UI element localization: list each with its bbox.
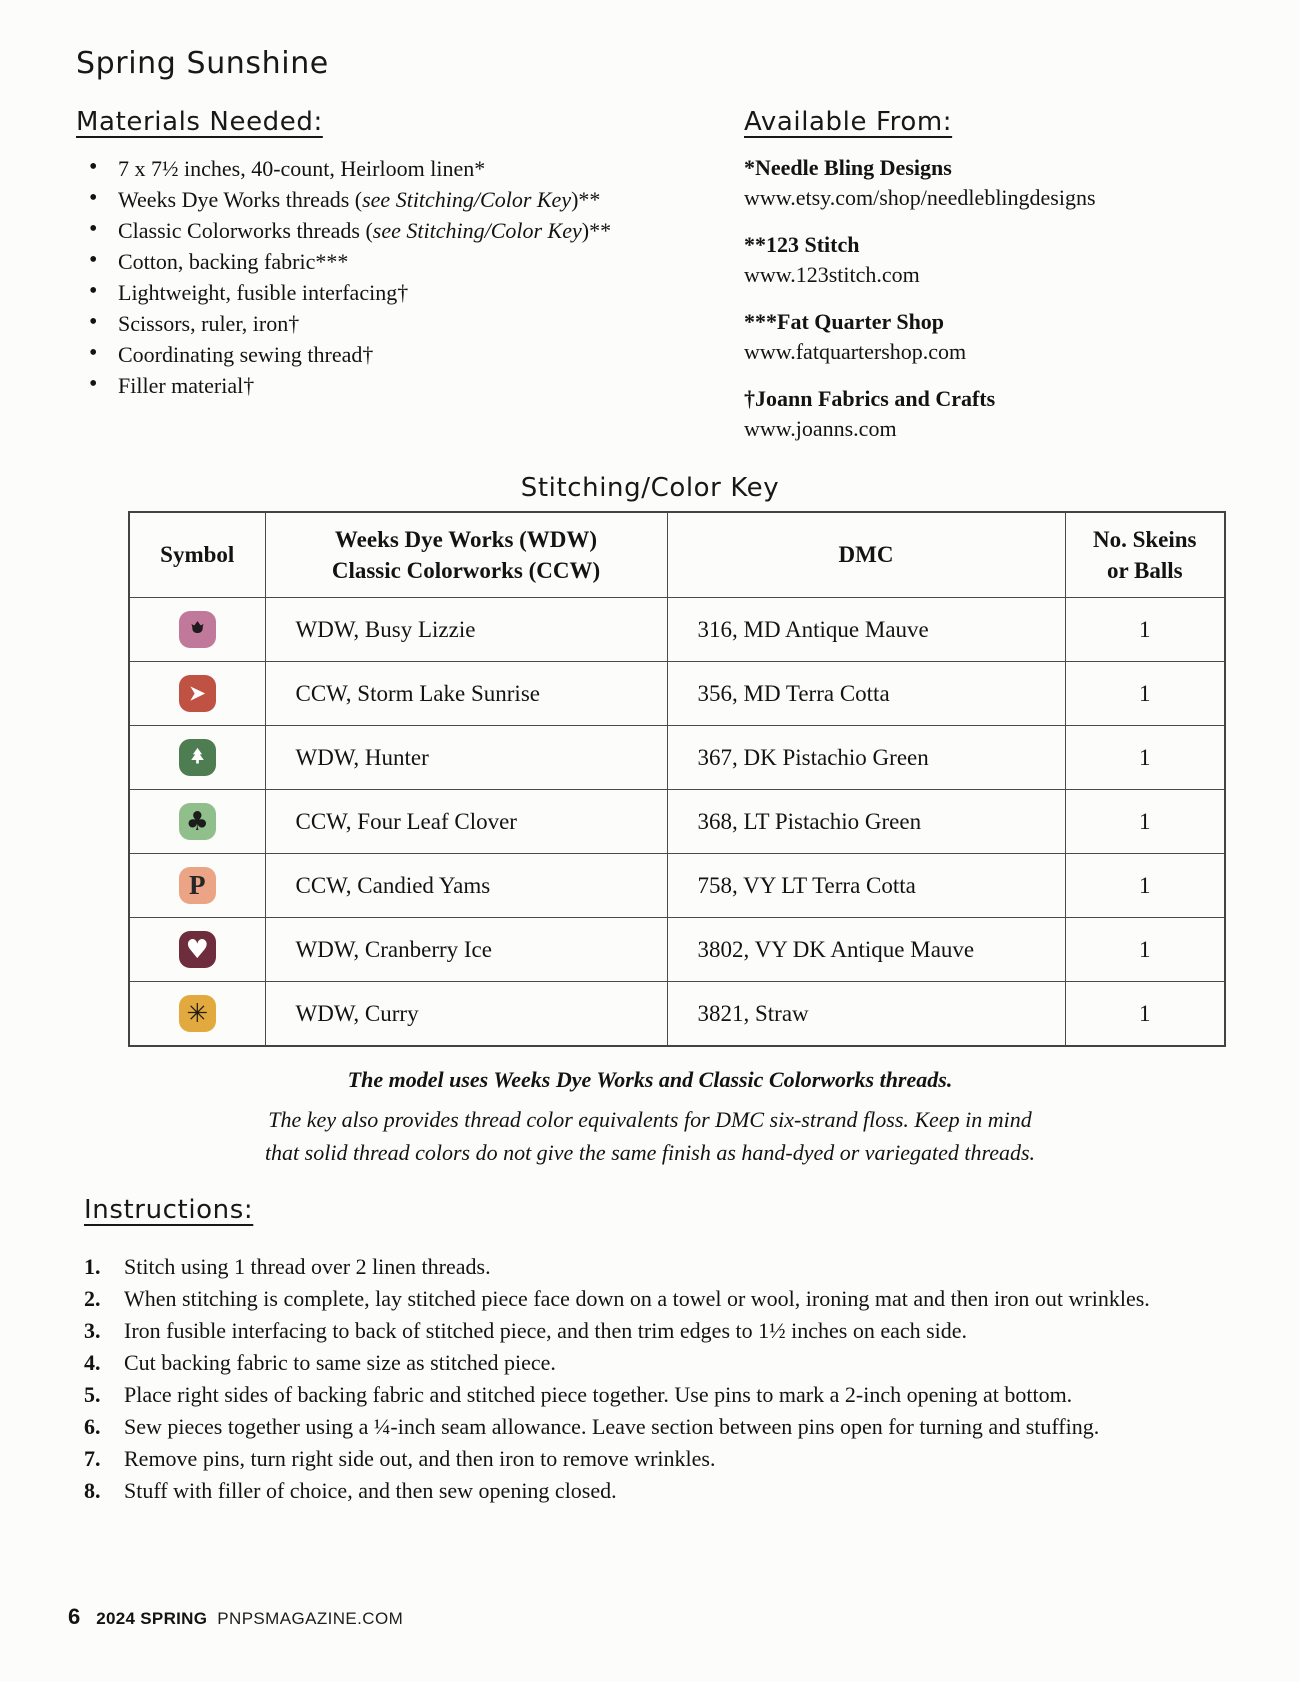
instruction-step xyxy=(84,1315,1239,1347)
skein-count: 1 xyxy=(1065,662,1225,726)
thread-name: WDW, Busy Lizzie xyxy=(265,598,667,662)
skein-count: 1 xyxy=(1065,726,1225,790)
instructions-list xyxy=(84,1251,1239,1507)
column-header-skeins: No. Skeins or Balls xyxy=(1065,512,1225,598)
materials-list xyxy=(76,153,744,401)
thread-name: WDW, Hunter xyxy=(265,726,667,790)
instruction-step xyxy=(84,1283,1239,1315)
material-item: • Scissors, ruler, iron† xyxy=(76,308,744,339)
thread-name: WDW, Cranberry Ice xyxy=(265,918,667,982)
material-item: • Classic Colorworks threads (see Stitching/Color Key)** xyxy=(76,215,744,246)
step-number: 7. xyxy=(84,1446,101,1471)
instruction-step xyxy=(84,1347,1239,1379)
skein-count: 1 xyxy=(1065,790,1225,854)
color-key-row xyxy=(129,982,1225,1047)
shop-url: www.123stitch.com xyxy=(744,262,920,287)
step-text: Remove pins, turn right side out, and then iron to remove wrinkles. xyxy=(124,1446,716,1471)
available-list xyxy=(744,153,1264,444)
instructions-heading: Instructions: xyxy=(84,1195,254,1225)
issue-label: 2024 SPRING xyxy=(96,1609,208,1628)
available-section xyxy=(744,107,1264,461)
dmc-note-line2: that solid thread colors do not give the same finish as hand-dyed or variegated threads. xyxy=(264,1140,1036,1165)
material-item: • Lightweight, fusible interfacing† xyxy=(76,277,744,308)
thread-name: CCW, Four Leaf Clover xyxy=(265,790,667,854)
available-heading: Available From: xyxy=(744,107,953,137)
thread-name: CCW, Candied Yams xyxy=(265,854,667,918)
skein-count: 1 xyxy=(1065,982,1225,1047)
page-footer xyxy=(68,1604,403,1630)
color-key-row xyxy=(129,662,1225,726)
instruction-step xyxy=(84,1443,1239,1475)
step-text: When stitching is complete, lay stitched piece face down on a towel or wool, ironing mat and then iron out wrinkles. xyxy=(124,1286,1150,1311)
step-number: 3. xyxy=(84,1318,101,1343)
material-item: • 7 x 7½ inches, 40-count, Heirloom linen* xyxy=(76,153,744,184)
thread-name: CCW, Storm Lake Sunrise xyxy=(265,662,667,726)
color-key-row xyxy=(129,726,1225,790)
model-note: The model uses Weeks Dye Works and Classic Colorworks threads. xyxy=(347,1067,953,1092)
pine-tree-icon xyxy=(179,739,216,776)
shop-url: www.joanns.com xyxy=(744,416,897,441)
skein-count: 1 xyxy=(1065,918,1225,982)
shop-entry xyxy=(744,307,1264,367)
send-arrow-icon xyxy=(179,675,216,712)
step-text: Place right sides of backing fabric and stitched piece together. Use pins to mark a 2-inch opening at bottom. xyxy=(124,1382,1073,1407)
skein-count: 1 xyxy=(1065,598,1225,662)
column-header-symbol: Symbol xyxy=(129,512,265,598)
color-key-heading: Stitching/Color Key xyxy=(520,473,780,503)
step-number: 4. xyxy=(84,1350,101,1375)
color-key-row xyxy=(129,854,1225,918)
shop-url: www.etsy.com/shop/needleblingdesigns xyxy=(744,185,1096,210)
column-header-dmc: DMC xyxy=(667,512,1065,598)
step-number: 8. xyxy=(84,1478,101,1503)
dmc-name: 3821, Straw xyxy=(667,982,1065,1047)
step-number: 6. xyxy=(84,1414,101,1439)
step-text: Iron fusible interfacing to back of stitched piece, and then trim edges to 1½ inches on each side. xyxy=(124,1318,968,1343)
site-label: PNPSMAGAZINE.COM xyxy=(217,1609,404,1628)
color-key-row xyxy=(129,790,1225,854)
materials-heading: Materials Needed: xyxy=(76,107,323,137)
shop-name: ***Fat Quarter Shop xyxy=(744,309,945,334)
material-item: • Filler material† xyxy=(76,370,744,401)
dmc-note xyxy=(0,1103,1300,1169)
material-item: • Coordinating sewing thread† xyxy=(76,339,744,370)
skein-count: 1 xyxy=(1065,854,1225,918)
top-columns xyxy=(76,107,1300,461)
materials-section xyxy=(76,107,744,461)
color-key-table xyxy=(128,511,1226,1047)
dmc-note-line1: The key also provides thread color equivalents for DMC six-strand floss. Keep in mind xyxy=(268,1107,1032,1132)
material-item: • Weeks Dye Works threads (see Stitching/Color Key)** xyxy=(76,184,744,215)
step-number: 1. xyxy=(84,1254,101,1279)
page-title: Spring Sunshine xyxy=(76,46,329,81)
dmc-name: 316, MD Antique Mauve xyxy=(667,598,1065,662)
color-key-row xyxy=(129,598,1225,662)
shop-name: †Joann Fabrics and Crafts xyxy=(744,386,996,411)
color-key-header xyxy=(129,512,1225,598)
tulip-icon xyxy=(179,611,216,648)
step-number: 2. xyxy=(84,1286,101,1311)
shop-url: www.fatquartershop.com xyxy=(744,339,967,364)
column-header-thread: Weeks Dye Works (WDW) Classic Colorworks (CCW) xyxy=(265,512,667,598)
shop-name: **123 Stitch xyxy=(744,232,860,257)
heart-icon: ♥ xyxy=(179,931,216,968)
dmc-name: 368, LT Pistachio Green xyxy=(667,790,1065,854)
shop-entry xyxy=(744,384,1264,444)
step-text: Stuff with filler of choice, and then sew opening closed. xyxy=(124,1478,617,1503)
instruction-step xyxy=(84,1411,1239,1443)
material-item: • Cotton, backing fabric*** xyxy=(76,246,744,277)
letter-p-icon: P xyxy=(179,867,216,904)
thread-name: WDW, Curry xyxy=(265,982,667,1047)
page-number: 6 xyxy=(68,1604,81,1629)
color-key-section xyxy=(0,473,1300,503)
step-text: Stitch using 1 thread over 2 linen threads. xyxy=(124,1254,491,1279)
step-text: Sew pieces together using a ¼-inch seam allowance. Leave section between pins open for turning and stuffing. xyxy=(124,1414,1100,1439)
dmc-name: 3802, VY DK Antique Mauve xyxy=(667,918,1065,982)
dmc-name: 367, DK Pistachio Green xyxy=(667,726,1065,790)
instructions-section xyxy=(84,1195,1300,1507)
shop-entry xyxy=(744,153,1264,213)
instruction-step xyxy=(84,1475,1239,1507)
dmc-name: 758, VY LT Terra Cotta xyxy=(667,854,1065,918)
shop-name: *Needle Bling Designs xyxy=(744,155,952,180)
shop-entry xyxy=(744,230,1264,290)
step-number: 5. xyxy=(84,1382,101,1407)
instruction-step xyxy=(84,1251,1239,1283)
step-text: Cut backing fabric to same size as stitched piece. xyxy=(124,1350,556,1375)
color-key-row xyxy=(129,918,1225,982)
color-key-body xyxy=(129,598,1225,1047)
instruction-step xyxy=(84,1379,1239,1411)
starburst-icon: ✳ xyxy=(179,995,216,1032)
dmc-name: 356, MD Terra Cotta xyxy=(667,662,1065,726)
clover-icon: ♣ xyxy=(179,803,216,840)
